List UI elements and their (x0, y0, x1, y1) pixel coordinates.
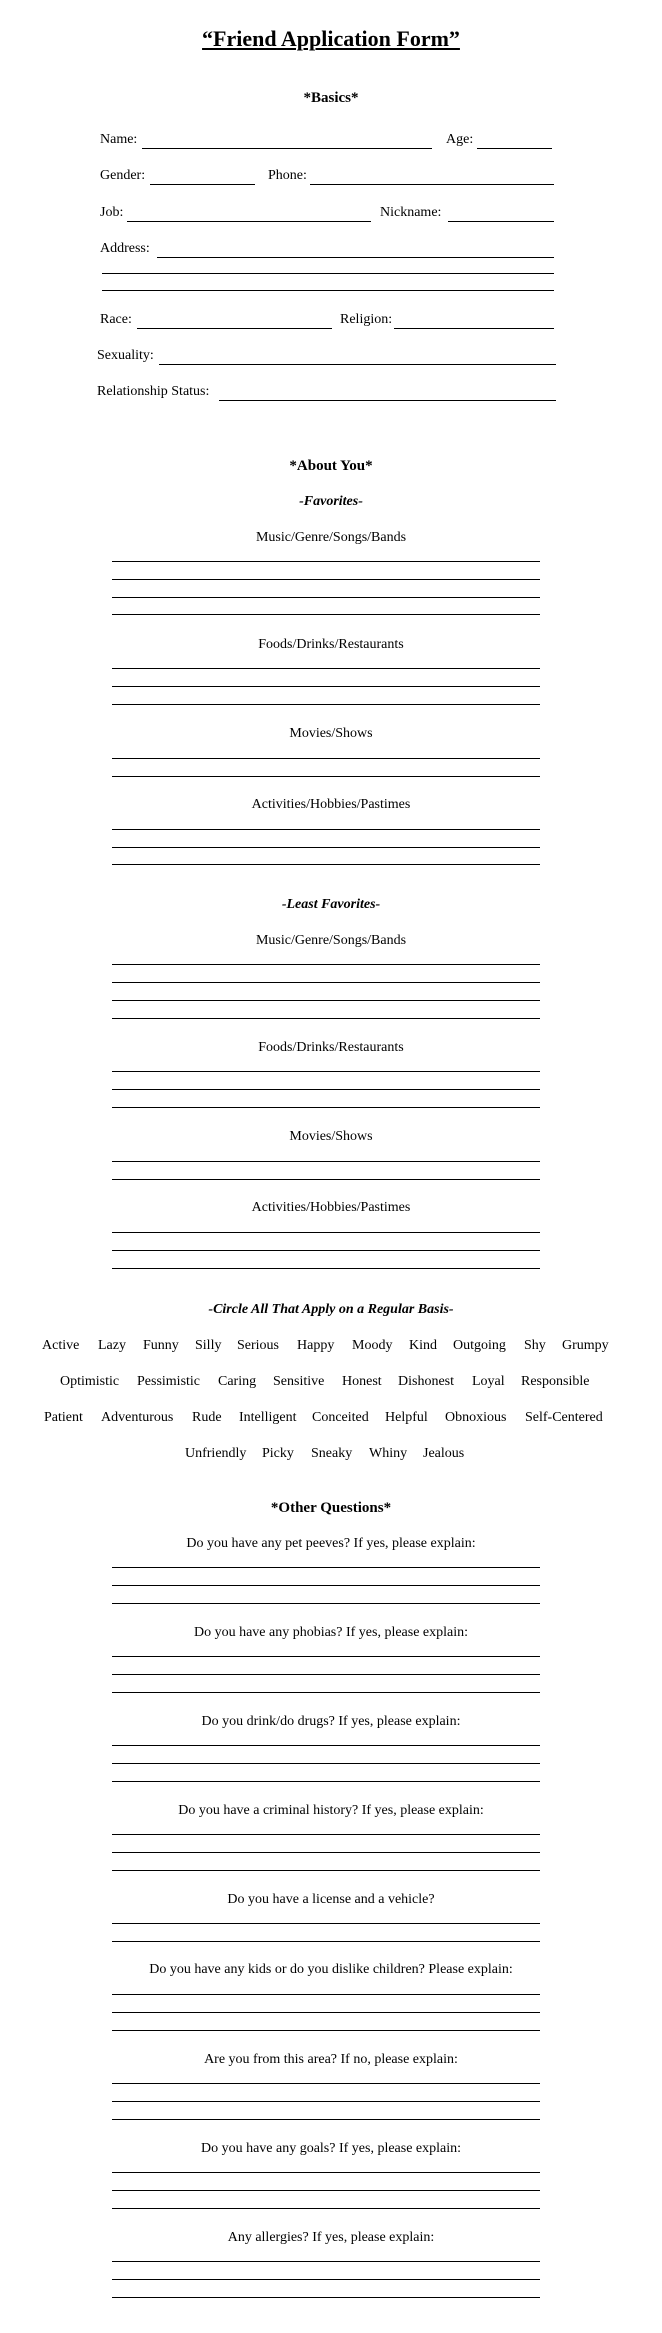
about-heading: *About You* (289, 458, 373, 474)
trait-word[interactable]: Happy (297, 1338, 335, 1353)
fav-activities-prompt: Activities/Hobbies/Pastimes (251, 797, 411, 812)
answer-line[interactable] (112, 1674, 540, 1675)
fav-movies-prompt: Movies/Shows (289, 726, 373, 741)
trait-word[interactable]: Kind (409, 1338, 437, 1353)
answer-line[interactable] (112, 1745, 540, 1746)
least-movies-prompt: Movies/Shows (289, 1129, 373, 1144)
answer-line[interactable] (112, 982, 540, 983)
answer-line[interactable] (112, 597, 540, 598)
trait-word[interactable]: Obnoxious (445, 1410, 507, 1425)
age-field[interactable] (477, 148, 552, 149)
answer-line[interactable] (112, 1923, 540, 1924)
trait-word[interactable]: Honest (342, 1374, 382, 1389)
trait-word[interactable]: Whiny (369, 1446, 408, 1461)
answer-line[interactable] (112, 614, 540, 615)
fav-foods-prompt: Foods/Drinks/Restaurants (258, 637, 404, 652)
trait-word[interactable]: Dishonest (398, 1374, 454, 1389)
answer-line[interactable] (112, 579, 540, 580)
trait-word[interactable]: Lazy (98, 1338, 126, 1353)
answer-line[interactable] (112, 1107, 540, 1108)
nickname-field[interactable] (448, 221, 554, 222)
sexuality-label: Sexuality: (97, 348, 154, 363)
nickname-label: Nickname: (380, 205, 442, 220)
answer-line[interactable] (112, 1268, 540, 1269)
answer-line[interactable] (112, 1567, 540, 1568)
answer-line[interactable] (112, 847, 540, 848)
phone-field[interactable] (310, 184, 554, 185)
job-label: Job: (100, 205, 124, 220)
answer-line[interactable] (112, 2208, 540, 2209)
answer-line[interactable] (112, 1018, 540, 1019)
trait-word[interactable]: Silly (195, 1338, 222, 1353)
answer-line[interactable] (112, 864, 540, 865)
answer-line[interactable] (112, 2083, 540, 2084)
answer-line[interactable] (112, 2261, 540, 2262)
answer-line[interactable] (112, 1656, 540, 1657)
least-music-prompt: Music/Genre/Songs/Bands (255, 933, 407, 948)
question-from-area: Are you from this area? If no, please explain: (204, 2052, 458, 2067)
trait-word[interactable]: Sensitive (273, 1374, 325, 1389)
trait-word[interactable]: Conceited (312, 1410, 369, 1425)
trait-word[interactable]: Unfriendly (185, 1446, 247, 1461)
trait-word[interactable]: Caring (218, 1374, 257, 1389)
answer-line[interactable] (112, 1852, 540, 1853)
trait-word[interactable]: Grumpy (562, 1338, 609, 1353)
trait-word[interactable]: Helpful (385, 1410, 428, 1425)
address-field-2[interactable] (102, 273, 554, 274)
answer-line[interactable] (112, 2172, 540, 2173)
answer-line[interactable] (112, 1941, 540, 1942)
question-drink-drugs: Do you drink/do drugs? If yes, please explain: (201, 1714, 461, 1729)
trait-word[interactable]: Rude (192, 1410, 222, 1425)
answer-line[interactable] (112, 561, 540, 562)
trait-word[interactable]: Active (42, 1338, 80, 1353)
answer-line[interactable] (112, 2101, 540, 2102)
answer-line[interactable] (112, 758, 540, 759)
answer-line[interactable] (112, 1000, 540, 1001)
answer-line[interactable] (112, 1834, 540, 1835)
trait-word[interactable]: Shy (524, 1338, 546, 1353)
answer-line[interactable] (112, 1089, 540, 1090)
answer-line[interactable] (112, 704, 540, 705)
answer-line[interactable] (112, 1994, 540, 1995)
answer-line[interactable] (112, 776, 540, 777)
address-label: Address: (100, 241, 150, 256)
question-goals: Do you have any goals? If yes, please explain: (200, 2141, 462, 2156)
gender-field[interactable] (150, 184, 255, 185)
answer-line[interactable] (112, 2190, 540, 2191)
phone-label: Phone: (268, 168, 307, 183)
question-phobias: Do you have any phobias? If yes, please explain: (193, 1625, 469, 1640)
question-license-vehicle: Do you have a license and a vehicle? (227, 1892, 435, 1907)
answer-line[interactable] (112, 1179, 540, 1180)
address-field-3[interactable] (102, 290, 554, 291)
least-activities-prompt: Activities/Hobbies/Pastimes (251, 1200, 411, 1215)
trait-word[interactable]: Responsible (521, 1374, 590, 1389)
least-foods-prompt: Foods/Drinks/Restaurants (258, 1040, 404, 1055)
answer-line[interactable] (112, 2012, 540, 2013)
answer-line[interactable] (112, 1250, 540, 1251)
answer-line[interactable] (112, 1603, 540, 1604)
answer-line[interactable] (112, 1692, 540, 1693)
trait-word[interactable]: Adventurous (101, 1410, 174, 1425)
favorites-heading: -Favorites- (299, 494, 363, 509)
trait-word[interactable]: Patient (44, 1410, 83, 1425)
trait-word[interactable]: Outgoing (453, 1338, 506, 1353)
answer-line[interactable] (112, 1232, 540, 1233)
religion-field[interactable] (394, 328, 554, 329)
other-questions-heading: *Other Questions* (270, 1500, 392, 1516)
race-label: Race: (100, 312, 132, 327)
job-field[interactable] (127, 221, 371, 222)
answer-line[interactable] (112, 1585, 540, 1586)
age-label: Age: (446, 132, 474, 147)
answer-line[interactable] (112, 686, 540, 687)
answer-line[interactable] (112, 829, 540, 830)
sexuality-field[interactable] (159, 364, 556, 365)
circle-heading: -Circle All That Apply on a Regular Basis- (208, 1302, 454, 1317)
form-title: “Friend Application Form” (202, 26, 460, 51)
question-allergies: Any allergies? If yes, please explain: (227, 2230, 435, 2245)
relationship-label: Relationship Status: (97, 384, 210, 399)
answer-line[interactable] (112, 964, 540, 965)
answer-line[interactable] (112, 2030, 540, 2031)
trait-word[interactable]: Sneaky (311, 1446, 353, 1461)
answer-line[interactable] (112, 1161, 540, 1162)
trait-word[interactable]: Loyal (472, 1374, 505, 1389)
trait-word[interactable]: Pessimistic (137, 1374, 201, 1389)
least-favorites-heading: -Least Favorites- (281, 897, 381, 912)
answer-line[interactable] (112, 1071, 540, 1072)
gender-label: Gender: (100, 168, 146, 183)
trait-word[interactable]: Moody (352, 1338, 393, 1353)
trait-word[interactable]: Serious (237, 1338, 279, 1353)
trait-word[interactable]: Jealous (423, 1446, 465, 1461)
question-kids: Do you have any kids or do you dislike children? Please explain: (149, 1962, 513, 1977)
trait-word[interactable]: Picky (262, 1446, 294, 1461)
address-field-1[interactable] (157, 257, 554, 258)
relationship-field[interactable] (219, 400, 556, 401)
trait-word[interactable]: Optimistic (60, 1374, 120, 1389)
religion-label: Religion: (340, 312, 393, 327)
answer-line[interactable] (112, 1870, 540, 1871)
fav-music-prompt: Music/Genre/Songs/Bands (255, 530, 407, 545)
answer-line[interactable] (112, 2119, 540, 2120)
question-criminal-history: Do you have a criminal history? If yes, please explain: (178, 1803, 484, 1818)
name-label: Name: (100, 132, 138, 147)
question-pet-peeves: Do you have any pet peeves? If yes, please explain: (186, 1536, 476, 1551)
trait-word[interactable]: Funny (143, 1338, 179, 1353)
answer-line[interactable] (112, 1781, 540, 1782)
answer-line[interactable] (112, 2297, 540, 2298)
basics-heading: *Basics* (303, 90, 359, 106)
answer-line[interactable] (112, 668, 540, 669)
trait-word[interactable]: Self-Centered (525, 1410, 603, 1425)
answer-line[interactable] (112, 2279, 540, 2280)
trait-word[interactable]: Intelligent (239, 1410, 297, 1425)
name-field[interactable] (142, 148, 432, 149)
answer-line[interactable] (112, 1763, 540, 1764)
race-field[interactable] (137, 328, 332, 329)
